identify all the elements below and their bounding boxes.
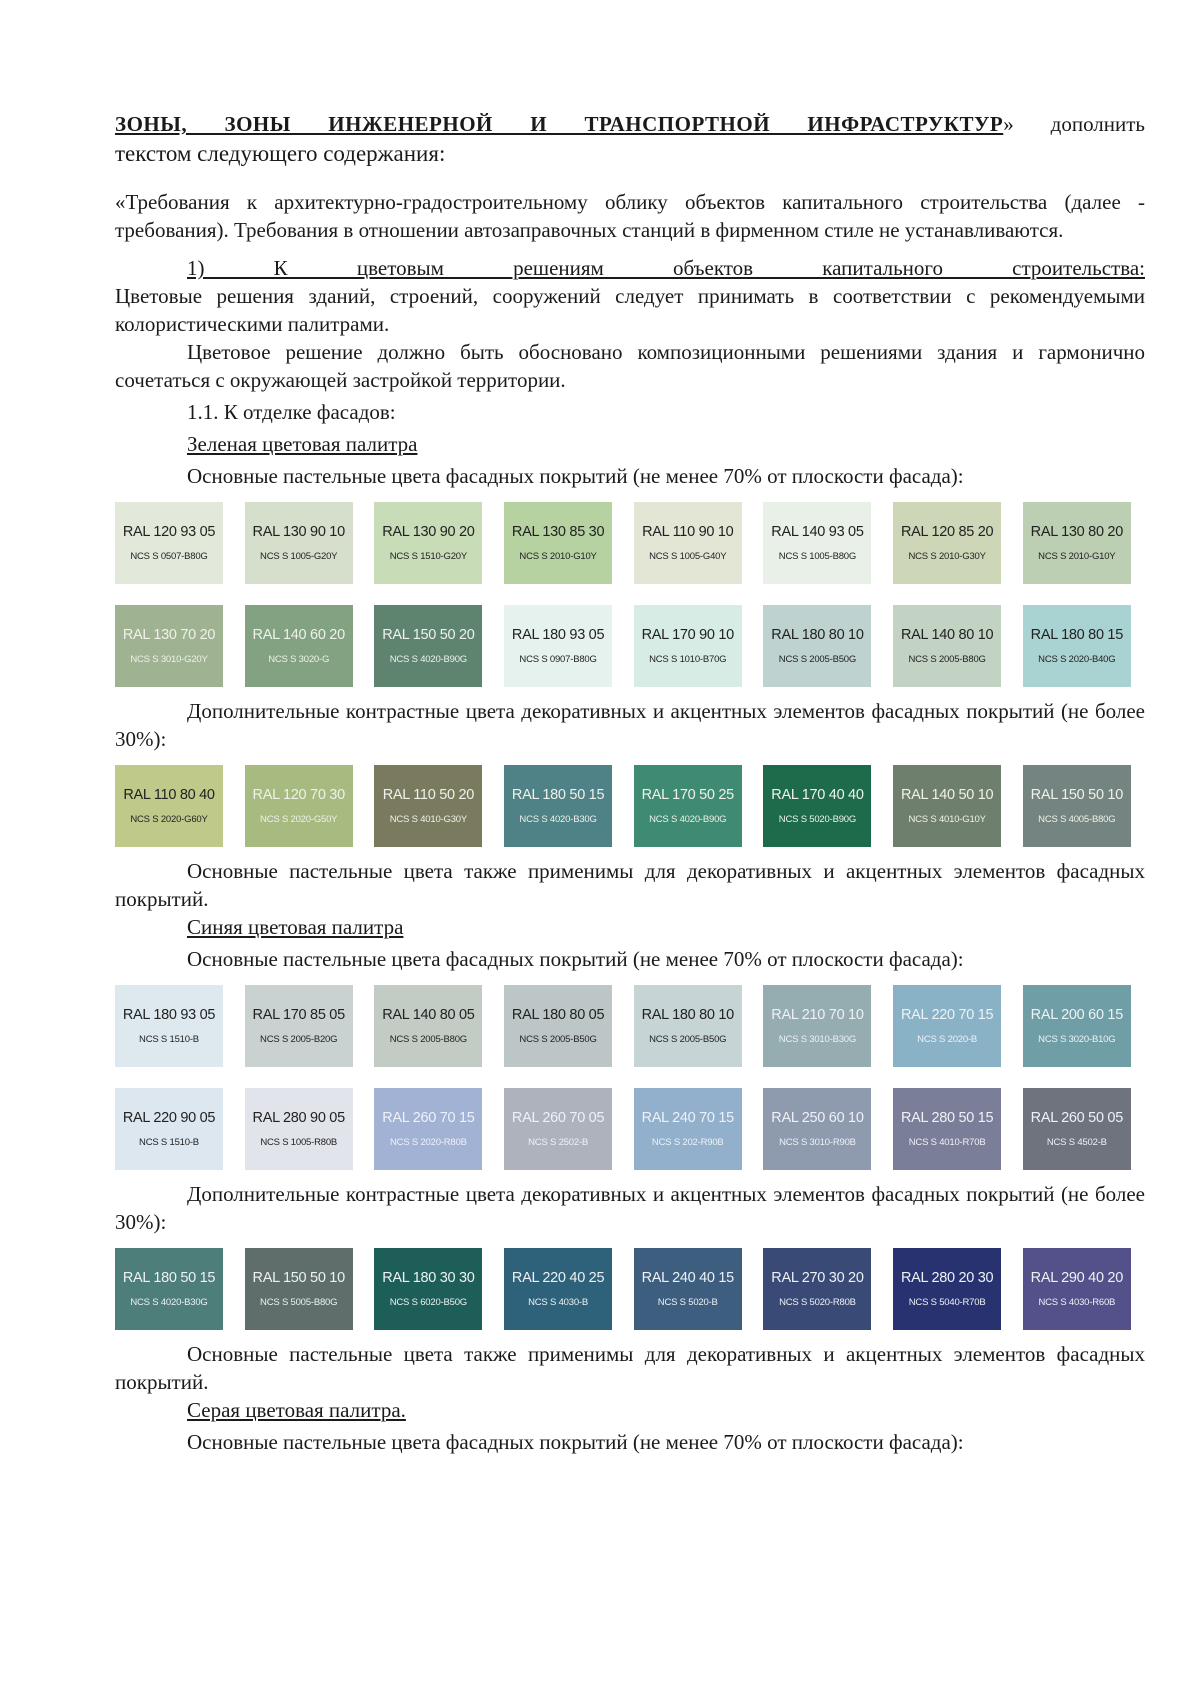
ral-code: RAL 210 70 10	[771, 1007, 864, 1023]
grey-main-label: Основные пастельные цвета фасадных покрытий (не менее 70% от плоскости фасада):	[187, 1430, 964, 1454]
ncs-code: NCS S 2020-B40G	[1038, 654, 1116, 665]
ral-code: RAL 110 80 40	[123, 787, 215, 803]
color-swatch	[245, 985, 353, 1067]
ncs-code: NCS S 4020-B30G	[519, 814, 597, 825]
ncs-code: NCS S 1005-R80B	[260, 1137, 338, 1148]
green-main-label: Основные пастельные цвета фасадных покрытий (не менее 70% от плоскости фасада):	[187, 464, 964, 488]
ral-code: RAL 280 20 30	[900, 1270, 994, 1286]
ncs-code: NCS S 2010-G10Y	[1038, 551, 1116, 562]
ncs-code: NCS S 1005-G40Y	[649, 551, 727, 562]
ncs-code: NCS S 2502-B	[528, 1137, 589, 1148]
color-swatch	[374, 1248, 482, 1330]
ncs-code: NCS S 5005-B80G	[260, 1297, 338, 1308]
ncs-code: NCS S 2005-B80G	[908, 654, 986, 665]
ncs-code: NCS S 4020-B30G	[130, 1297, 208, 1308]
ncs-code: NCS S 5020-R80B	[779, 1297, 856, 1308]
color-swatch	[374, 985, 482, 1067]
color-swatch	[115, 985, 223, 1067]
color-swatch	[504, 765, 612, 847]
grey-palette-title-text: Серая цветовая палитра.	[187, 1398, 406, 1422]
color-swatch	[893, 1248, 1001, 1330]
ral-code: RAL 180 50 15	[122, 1270, 216, 1286]
ral-code: RAL 180 30 30	[382, 1270, 475, 1286]
ral-code: RAL 180 80 10	[641, 1007, 734, 1023]
ral-code: RAL 170 90 10	[641, 627, 734, 643]
ncs-code: NCS S 1510-B	[139, 1034, 199, 1045]
color-swatch	[374, 1088, 482, 1170]
ral-code: RAL 140 80 05	[382, 1007, 475, 1023]
color-swatch	[763, 765, 871, 847]
color-swatch	[115, 765, 223, 847]
green-palette-title-text: Зеленая цветовая палитра	[187, 432, 418, 456]
ral-code: RAL 240 40 15	[641, 1270, 734, 1286]
ncs-code: NCS S 4030-B	[528, 1297, 589, 1308]
green-main-swatches	[115, 502, 1145, 687]
ral-code: RAL 120 93 05	[122, 524, 216, 540]
ral-code: RAL 120 70 30	[252, 787, 345, 803]
color-swatch	[893, 1088, 1001, 1170]
ral-code: RAL 180 93 05	[511, 627, 605, 643]
document-page	[115, 110, 1145, 1456]
color-swatch	[763, 502, 871, 584]
color-swatch	[893, 765, 1001, 847]
green-palette-title	[115, 430, 1145, 458]
blue-palette-title-text: Синяя цветовая палитра	[187, 915, 404, 939]
ral-code: RAL 260 50 05	[1030, 1110, 1123, 1126]
color-swatch	[634, 985, 742, 1067]
color-swatch	[115, 502, 223, 584]
color-swatch	[245, 1248, 353, 1330]
ral-code: RAL 290 40 20	[1030, 1270, 1123, 1286]
ncs-code: NCS S 5020-B90G	[778, 814, 857, 825]
ncs-code: NCS S 4010-R70B	[908, 1137, 986, 1148]
ral-code: RAL 140 50 10	[900, 787, 994, 803]
ncs-code: NCS S 0907-B80G	[519, 654, 597, 665]
color-swatch	[245, 1088, 353, 1170]
ral-code: RAL 280 50 15	[900, 1110, 994, 1126]
blue-main-swatches	[115, 985, 1145, 1170]
ncs-code: NCS S 2010-G30Y	[908, 551, 986, 562]
ral-code: RAL 150 50 20	[382, 627, 475, 643]
ncs-code: NCS S 2005-B50G	[519, 1034, 597, 1045]
facades-paragraph: 1.1. К отделке фасадов:	[187, 400, 396, 424]
ncs-code: NCS S 1010-B70G	[649, 654, 727, 665]
ncs-code: NCS S 2010-G10Y	[519, 551, 597, 562]
ncs-code: NCS S 3020-B10G	[1038, 1034, 1116, 1045]
ncs-code: NCS S 1005-B80G	[778, 551, 857, 562]
color-swatch	[504, 985, 612, 1067]
color-swatch	[763, 605, 871, 687]
ncs-code: NCS S 1005-G20Y	[260, 551, 338, 562]
heading-bold-zones: ЗОНЫ, ЗОНЫ ИНЖЕНЕРНОЙ И ТРАНСПОРТНОЙ ИНФРАСТРУКТУР	[115, 112, 1004, 136]
ral-code: RAL 250 60 10	[771, 1110, 864, 1126]
ral-code: RAL 180 80 15	[1030, 627, 1123, 643]
color-swatch	[1023, 1088, 1131, 1170]
blue-accent-swatches	[115, 1248, 1145, 1330]
color-swatch	[893, 985, 1001, 1067]
ral-code: RAL 240 70 15	[641, 1110, 734, 1126]
blue-palette-title	[115, 913, 1145, 941]
color-swatch	[634, 502, 742, 584]
color-swatch	[245, 765, 353, 847]
ncs-code: NCS S 4010-G10Y	[908, 814, 986, 825]
ncs-code: NCS S 2020-G50Y	[260, 814, 338, 825]
color-swatch	[1023, 1248, 1131, 1330]
ral-code: RAL 150 50 10	[1030, 787, 1123, 803]
ral-code: RAL 220 70 15	[900, 1007, 994, 1023]
ncs-code: NCS S 2020-B	[917, 1034, 978, 1045]
ral-code: RAL 140 80 10	[900, 627, 994, 643]
ncs-code: NCS S 6020-B50G	[389, 1297, 467, 1308]
ncs-code: NCS S 3010-B30G	[778, 1034, 857, 1045]
color-swatch	[504, 502, 612, 584]
ncs-code: NCS S 1510-B	[139, 1137, 199, 1148]
color-swatch	[1023, 985, 1131, 1067]
item1-title	[115, 254, 1145, 282]
ncs-code: NCS S 2005-B20G	[260, 1034, 338, 1045]
ncs-code: NCS S 4005-B80G	[1038, 814, 1116, 825]
ncs-code: NCS S 5020-B	[657, 1297, 718, 1308]
color-swatch	[763, 985, 871, 1067]
color-swatch	[504, 605, 612, 687]
ncs-code: NCS S 4030-R60B	[1038, 1297, 1116, 1308]
ncs-code: NCS S 1510-G20Y	[389, 551, 467, 562]
ral-code: RAL 110 90 10	[642, 524, 734, 540]
color-swatch	[374, 502, 482, 584]
color-swatch	[374, 605, 482, 687]
green-accent-label: Дополнительные контрастные цвета декоративных и акцентных элементов фасадных покрытий (не более 30%):	[115, 699, 1145, 751]
blue-note: Основные пастельные цвета также применимы для декоративных и акцентных элементов фасадных покрытий.	[115, 1342, 1145, 1394]
color-swatch	[115, 1248, 223, 1330]
ral-code: RAL 120 85 20	[900, 524, 994, 540]
ral-code: RAL 220 40 25	[511, 1270, 605, 1286]
heading-line-2: текстом следующего содержания:	[115, 141, 446, 166]
ncs-code: NCS S 5040-R70B	[908, 1297, 986, 1308]
ral-code: RAL 130 70 20	[122, 627, 216, 643]
ral-code: RAL 180 80 05	[511, 1007, 605, 1023]
ral-code: RAL 110 50 20	[382, 787, 474, 803]
ncs-code: NCS S 2020-R80B	[390, 1137, 467, 1148]
color-swatch	[115, 1088, 223, 1170]
ncs-code: NCS S 3020-G	[268, 654, 330, 665]
ncs-code: NCS S 4502-B	[1046, 1137, 1107, 1148]
ral-code: RAL 130 90 10	[252, 524, 345, 540]
ral-code: RAL 180 93 05	[122, 1007, 216, 1023]
ncs-code: NCS S 3010-R90B	[779, 1137, 856, 1148]
ral-code: RAL 220 90 05	[122, 1110, 216, 1126]
intro-paragraph: «Требования к архитектурно-градостроительному облику объектов капитального строительства (далее - требования). Требования в отношении автозаправочных станций в фирменном стиле не устанавливаются.	[115, 190, 1145, 242]
ncs-code: NCS S 2005-B80G	[389, 1034, 467, 1045]
color-swatch	[245, 605, 353, 687]
ral-code: RAL 140 60 20	[252, 627, 345, 643]
color-swatch	[504, 1248, 612, 1330]
ral-code: RAL 180 80 10	[771, 627, 864, 643]
ncs-code: NCS S 2020-G60Y	[130, 814, 208, 825]
ral-code: RAL 170 85 05	[252, 1007, 345, 1023]
color-swatch	[504, 1088, 612, 1170]
color-swatch	[115, 605, 223, 687]
ral-code: RAL 170 50 25	[641, 787, 734, 803]
color-swatch	[763, 1088, 871, 1170]
ral-code: RAL 270 30 20	[771, 1270, 864, 1286]
grey-palette-title	[115, 1396, 1145, 1424]
ncs-code: NCS S 2005-B50G	[649, 1034, 727, 1045]
ral-code: RAL 130 90 20	[382, 524, 475, 540]
ral-code: RAL 260 70 15	[382, 1110, 475, 1126]
ral-code: RAL 130 85 30	[511, 524, 605, 540]
heading-tail: » дополнить	[1003, 112, 1146, 136]
ncs-code: NCS S 0507-B80G	[130, 551, 208, 562]
ncs-code: NCS S 4010-G30Y	[389, 814, 467, 825]
ral-code: RAL 260 70 05	[511, 1110, 605, 1126]
ncs-code: NCS S 3010-G20Y	[130, 654, 208, 665]
green-note: Основные пастельные цвета также применимы для декоративных и акцентных элементов фасадных покрытий.	[115, 859, 1145, 911]
ral-code: RAL 150 50 10	[252, 1270, 345, 1286]
ral-code: RAL 280 90 05	[252, 1110, 345, 1126]
color-swatch	[634, 765, 742, 847]
color-swatch	[1023, 502, 1131, 584]
ral-code: RAL 140 93 05	[771, 524, 864, 540]
ral-code: RAL 170 40 40	[771, 787, 864, 803]
color-justification-paragraph: Цветовое решение должно быть обосновано композиционными решениями здания и гармонично сочетаться с окружающей застройкой территории.	[115, 340, 1145, 392]
color-swatch	[634, 1248, 742, 1330]
color-swatch	[634, 1088, 742, 1170]
color-swatch	[763, 1248, 871, 1330]
color-swatch	[245, 502, 353, 584]
color-swatch	[893, 605, 1001, 687]
ral-code: RAL 200 60 15	[1030, 1007, 1123, 1023]
ncs-code: NCS S 202-R90B	[651, 1137, 724, 1148]
color-swatch	[893, 502, 1001, 584]
ncs-code: NCS S 2005-B50G	[778, 654, 857, 665]
color-swatch	[1023, 765, 1131, 847]
color-swatch	[1023, 605, 1131, 687]
blue-accent-label: Дополнительные контрастные цвета декоративных и акцентных элементов фасадных покрытий (не более 30%):	[115, 1182, 1145, 1234]
color-swatch	[374, 765, 482, 847]
item1-title-text: 1) К цветовым решениям объектов капитального строительства:	[187, 256, 1145, 280]
color-swatch	[634, 605, 742, 687]
ncs-code: NCS S 4020-B90G	[389, 654, 467, 665]
ral-code: RAL 180 50 15	[511, 787, 605, 803]
ncs-code: NCS S 4020-B90G	[649, 814, 727, 825]
blue-main-label: Основные пастельные цвета фасадных покрытий (не менее 70% от плоскости фасада):	[187, 947, 964, 971]
heading-line	[115, 110, 1145, 138]
ral-code: RAL 130 80 20	[1030, 524, 1123, 540]
green-accent-swatches	[115, 765, 1145, 847]
item1-text: Цветовые решения зданий, строений, сооружений следует принимать в соответствии с рекомендуемыми колористическими палитрами.	[115, 284, 1145, 336]
